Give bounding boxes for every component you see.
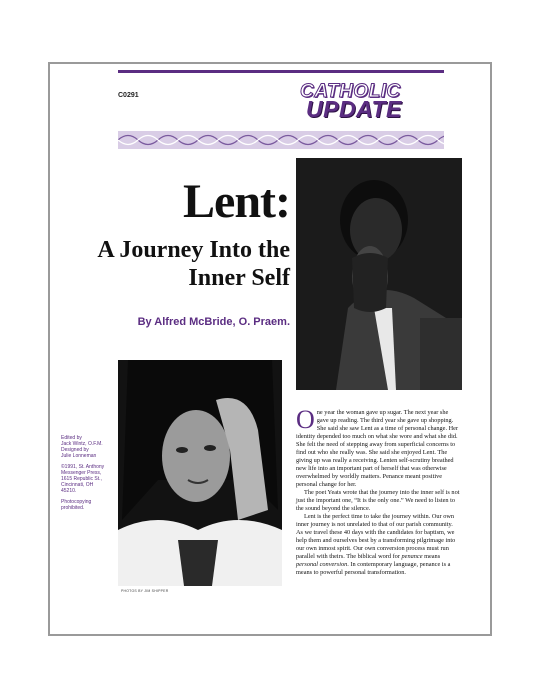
subtitle-line-2: Inner Self bbox=[188, 265, 290, 291]
top-rule bbox=[118, 70, 444, 73]
copyright-notice: ©1991, St. Anthony Messenger Press, 1615 Republic St., Cincinnati, OH 45210. bbox=[61, 464, 105, 494]
editor-credits: Edited by Jack Wintz, O.F.M. Designed by Julie Lonneman bbox=[61, 435, 103, 459]
article-paragraph-1: One year the woman gave up sugar. The next year she gave up reading. The third year she gave up shopping. She said she saw Lent as a time of personal change. Her identity depended too much on what she wore and what she did. She felt the need of stepping away from superficial concerns to find out who she really was. She said she enjoyed Lent. The giving up was really a receiving. Lenten self-scrutiny breathed new life into an important part of herself that was otherwise overwhelmed by worldly matters. Penance meant positive personal change for her. bbox=[296, 405, 459, 488]
article-body bbox=[296, 405, 460, 577]
logo-line-catholic: CATHOLIC bbox=[300, 81, 401, 102]
article-title: Lent: bbox=[183, 175, 290, 228]
issue-code: C0291 bbox=[118, 92, 139, 99]
photocopy-notice: Photocopying prohibited. bbox=[61, 499, 92, 511]
photo-credit: PHOTOS BY JIM SHIPPER bbox=[121, 589, 169, 593]
catholic-update-logo bbox=[296, 81, 438, 123]
author-byline: By Alfred McBride, O. Praem. bbox=[137, 316, 290, 328]
photo-praying-man bbox=[296, 158, 462, 390]
article-paragraph-2: The poet Yeats wrote that the journey into the inner self is not just the important one, “It is the only one.” We need to listen to the sound beyond the silence. bbox=[296, 489, 460, 512]
publisher-info bbox=[61, 435, 117, 516]
drop-cap: O bbox=[296, 405, 315, 434]
article-paragraph-3: Lent is the perfect time to take the journey within. Our own inner journey is not unrelated to that of our parish community. As we travel these 40 days with the candidates for baptism, we help them and ourselves best by a transforming pilgrimage into our own inmost spirit. Our own conversion process must run parallel with theirs. The biblical word for penance means personal conversion. In contemporary language, penance is a means to powerful personal transformation. bbox=[296, 513, 456, 576]
photo-young-woman bbox=[118, 360, 282, 586]
article-subtitle bbox=[50, 236, 290, 292]
subtitle-line-1: A Journey Into the bbox=[97, 237, 290, 263]
decorative-ornament-band bbox=[118, 131, 444, 149]
logo-line-update: UPDATE bbox=[306, 96, 402, 122]
